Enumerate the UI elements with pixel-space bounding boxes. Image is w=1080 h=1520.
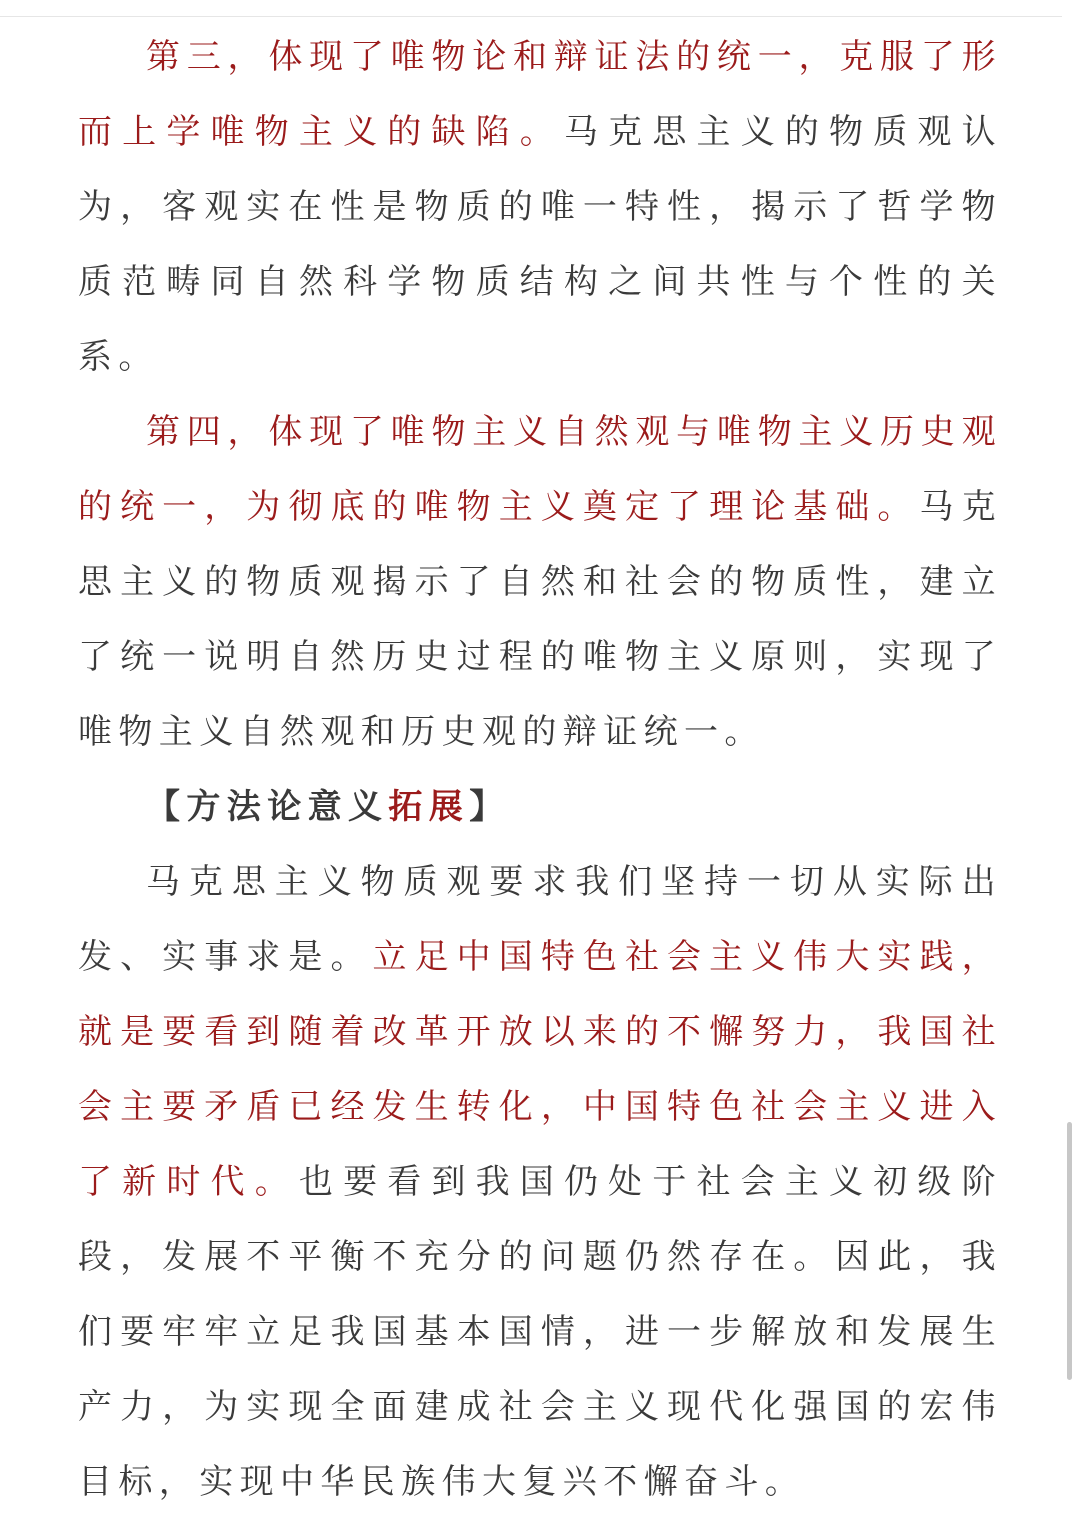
methodology-lead: 马克思主义物质观要求我们坚持一切从实际出发、实事求是。: [78, 862, 1002, 977]
paragraph-fourth-point: [78, 395, 1002, 770]
section-heading-methodology: [78, 770, 1002, 845]
third-point-body: 马克思主义的物质观认为，客观实在性是物质的唯一特性，揭示了哲学物质范畴同自然科学物质结构之间共性与个性的关系。: [78, 112, 1003, 377]
heading-red-text: 拓展: [388, 787, 470, 827]
paragraph-methodology: [78, 845, 1002, 1520]
heading-open-bracket: 【: [146, 787, 187, 827]
top-divider: [0, 16, 1062, 17]
fourth-point-highlight: 第四，体现了唯物主义自然观与唯物主义历史观的统一，为彻底的唯物主义奠定了理论基础。: [78, 412, 1002, 527]
methodology-highlight: 立足中国特色社会主义伟大实践，就是要看到随着改革开放以来的不懈努力，我国社会主要矛盾已经发生转化，中国特色社会主义进入了新时代。: [78, 937, 1002, 1202]
article-body: [78, 20, 1002, 1520]
vertical-scrollbar[interactable]: [1067, 1122, 1072, 1380]
methodology-body: 也要看到我国仍处于社会主义初级阶段，发展不平衡不充分的问题仍然存在。因此，我们要牢牢立足我国基本国情，进一步解放和发展生产力，为实现全面建成社会主义现代化强国的宏伟目标，实现中华民族伟大复兴不懈奋斗。: [78, 1162, 1003, 1502]
paragraph-third-point: [78, 20, 1002, 395]
heading-dark-text: 方法论意义: [186, 787, 389, 827]
heading-close-bracket: 】: [469, 787, 510, 827]
third-point-highlight: 第三，体现了唯物论和辩证法的统一，克服了形而上学唯物主义的缺陷。: [78, 37, 1002, 152]
fourth-point-body: 马克思主义的物质观揭示了自然和社会的物质性，建立了统一说明自然历史过程的唯物主义原则，实现了唯物主义自然观和历史观的辩证统一。: [78, 487, 1002, 752]
